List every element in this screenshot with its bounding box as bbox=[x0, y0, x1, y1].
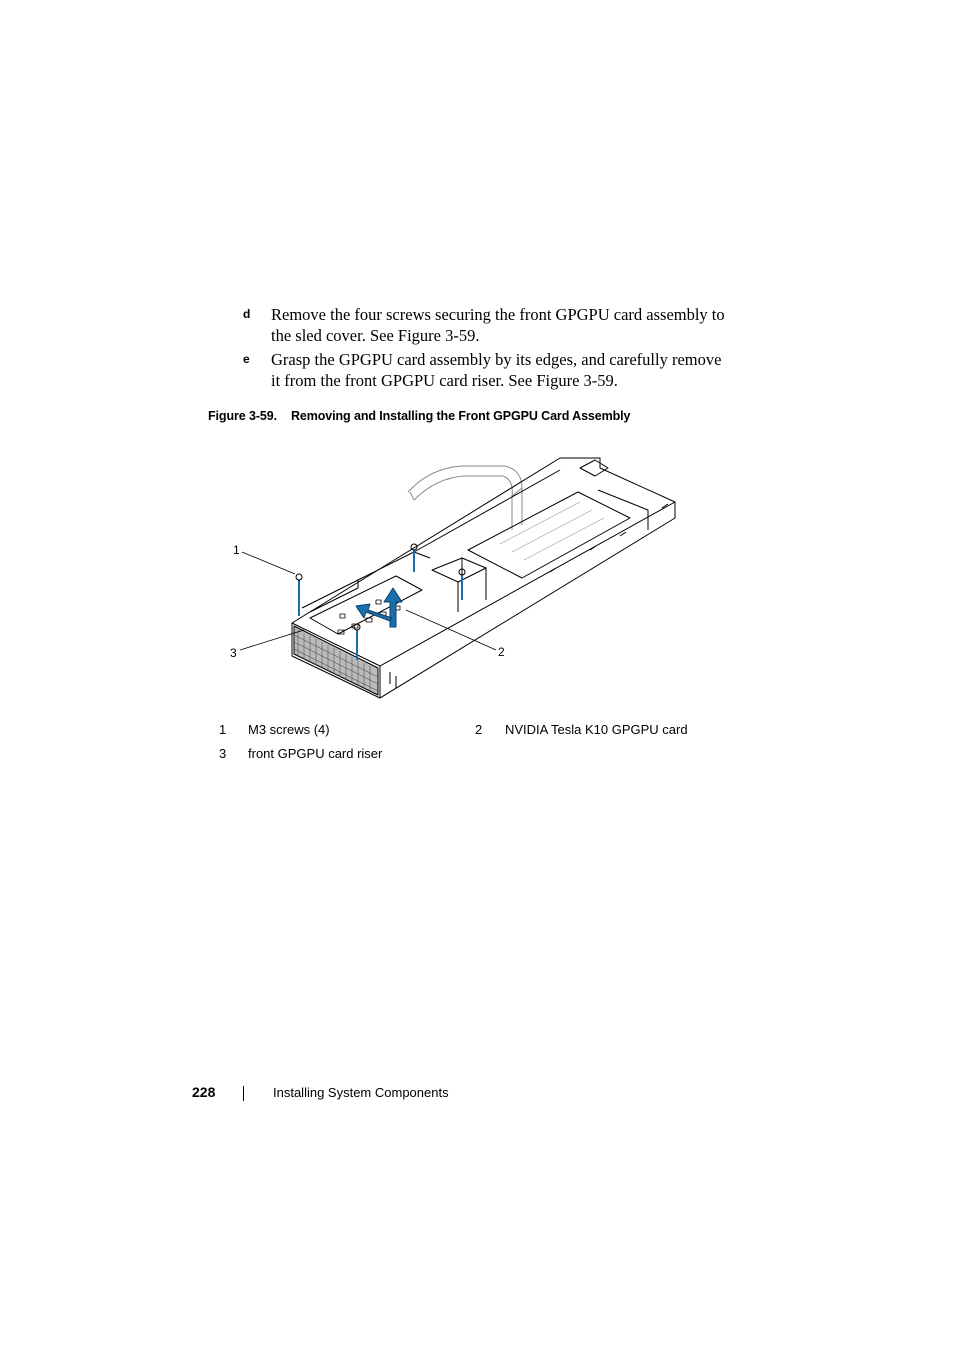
callout-2: 2 bbox=[498, 645, 505, 659]
callout-1: 1 bbox=[233, 543, 240, 557]
gpgpu-assembly-drawing bbox=[200, 440, 720, 710]
section-title: Installing System Components bbox=[273, 1085, 449, 1100]
footer-divider bbox=[243, 1086, 244, 1101]
sled-illustration bbox=[200, 440, 720, 710]
step-text: Remove the four screws securing the front GPGPU card assembly to the sled cover. See Figure 3-59. bbox=[271, 305, 725, 345]
legend-text: NVIDIA Tesla K10 GPGPU card bbox=[505, 722, 688, 737]
legend-text: front GPGPU card riser bbox=[248, 746, 383, 761]
callout-3: 3 bbox=[230, 646, 237, 660]
screw-icon bbox=[296, 574, 302, 616]
legend-text: M3 screws (4) bbox=[248, 722, 330, 737]
screw-icon bbox=[354, 624, 360, 660]
legend-number: 1 bbox=[219, 722, 227, 737]
figure-number: Figure 3-59. bbox=[208, 409, 277, 423]
page-number: 228 bbox=[192, 1084, 216, 1100]
legend-number: 2 bbox=[475, 722, 483, 737]
figure-title: Removing and Installing the Front GPGPU Card Assembly bbox=[290, 409, 631, 423]
step-letter: d bbox=[243, 307, 251, 321]
step-text: Grasp the GPGPU card assembly by its edges, and carefully remove it from the front GPGPU card riser. See Figure 3-59. bbox=[271, 350, 722, 390]
figure-caption bbox=[208, 409, 630, 423]
step-letter: e bbox=[243, 352, 250, 366]
legend-number: 3 bbox=[219, 746, 227, 761]
